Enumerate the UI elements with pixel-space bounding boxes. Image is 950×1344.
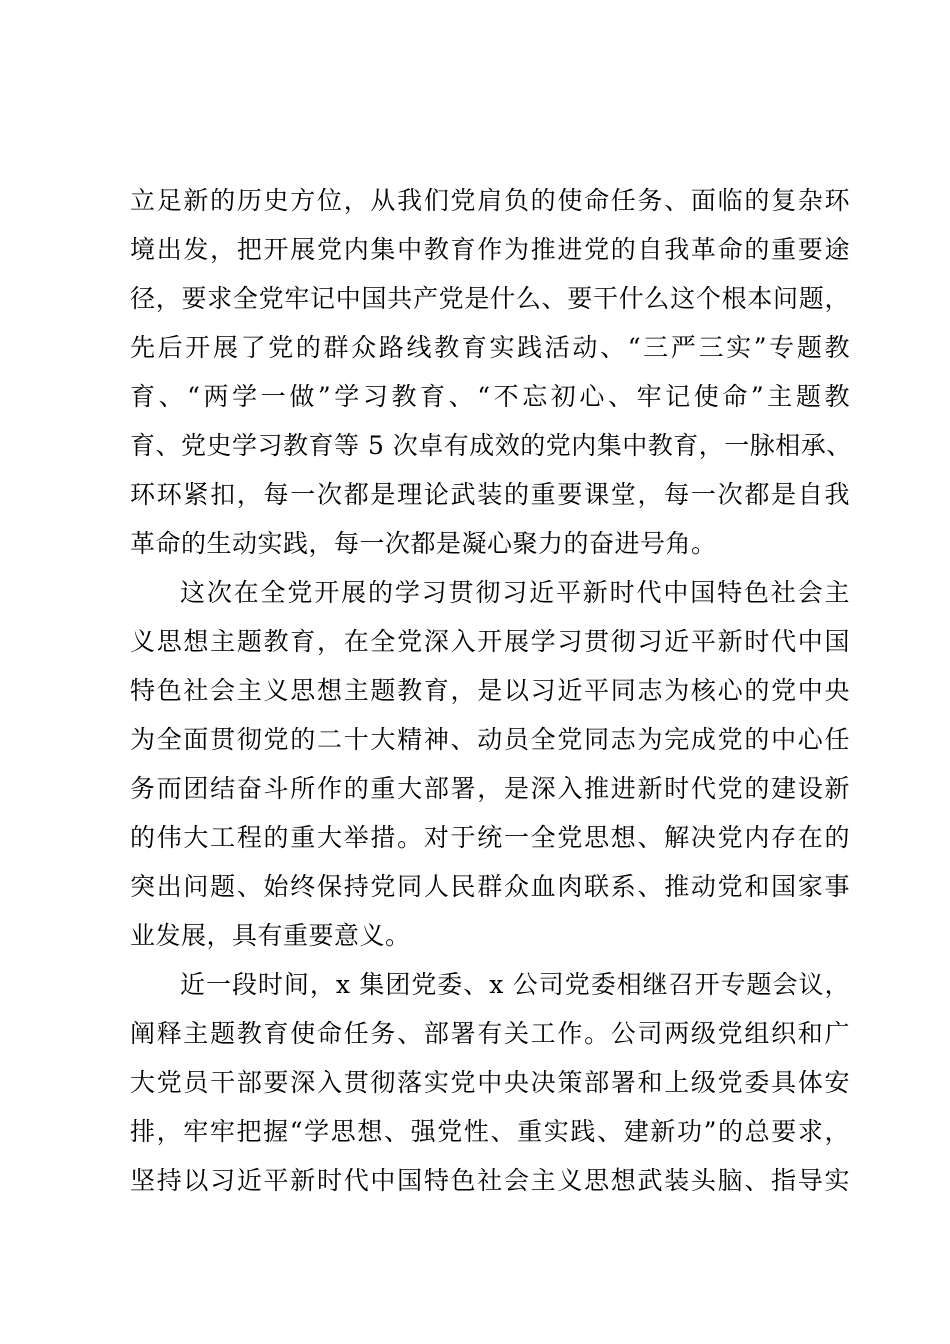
text-line: 径，要求全党牢记中国共产党是什么、要干什么这个根本问题， (130, 284, 850, 313)
text-line: 特色社会主义思想主题教育，是以习近平同志为核心的党中央 (130, 676, 850, 705)
text-line: 近一段时间，x 集团党委、x 公司党委相继召开专题会议， (180, 970, 850, 999)
paragraph-3 (130, 960, 850, 1205)
text-line: 业发展，具有重要意义。 (130, 921, 411, 950)
text-line: 先后开展了党的群众路线教育实践活动、“三严三实”专题教 (130, 333, 850, 362)
text-line: 立足新的历史方位，从我们党肩负的使命任务、面临的复杂环 (130, 186, 850, 215)
text-line: 这次在全党开展的学习贯彻习近平新时代中国特色社会主 (180, 578, 850, 607)
text-line: 为全面贯彻党的二十大精神、动员全党同志为完成党的中心任 (130, 725, 850, 754)
text-line: 育、党史学习教育等 5 次卓有成效的党内集中教育，一脉相承、 (130, 431, 852, 460)
text-line: 阐释主题教育使命任务、部署有关工作。公司两级党组织和广 (130, 1019, 850, 1048)
text-line: 环环紧扣，每一次都是理论武装的重要课堂，每一次都是自我 (130, 480, 850, 509)
text-line: 革命的生动实践，每一次都是凝心聚力的奋进号角。 (130, 529, 717, 558)
text-line: 境出发，把开展党内集中教育作为推进党的自我革命的重要途 (130, 235, 850, 264)
paragraph-1 (130, 176, 850, 568)
text-line: 突出问题、始终保持党同人民群众血肉联系、推动党和国家事 (130, 872, 850, 901)
text-line: 大党员干部要深入贯彻落实党中央决策部署和上级党委具体安 (130, 1068, 850, 1097)
document-body (130, 176, 850, 1205)
text-line: 务而团结奋斗所作的重大部署，是深入推进新时代党的建设新 (130, 774, 850, 803)
paragraph-2 (130, 568, 850, 960)
text-line: 育、“两学一做”学习教育、“不忘初心、牢记使命”主题教 (130, 382, 850, 411)
text-line: 义思想主题教育，在全党深入开展学习贯彻习近平新时代中国 (130, 627, 850, 656)
text-line: 的伟大工程的重大举措。对于统一全党思想、解决党内存在的 (130, 823, 850, 852)
text-line: 排，牢牢把握“学思想、强党性、重实践、建新功”的总要求， (130, 1117, 850, 1146)
text-line: 坚持以习近平新时代中国特色社会主义思想武装头脑、指导实 (130, 1166, 850, 1195)
